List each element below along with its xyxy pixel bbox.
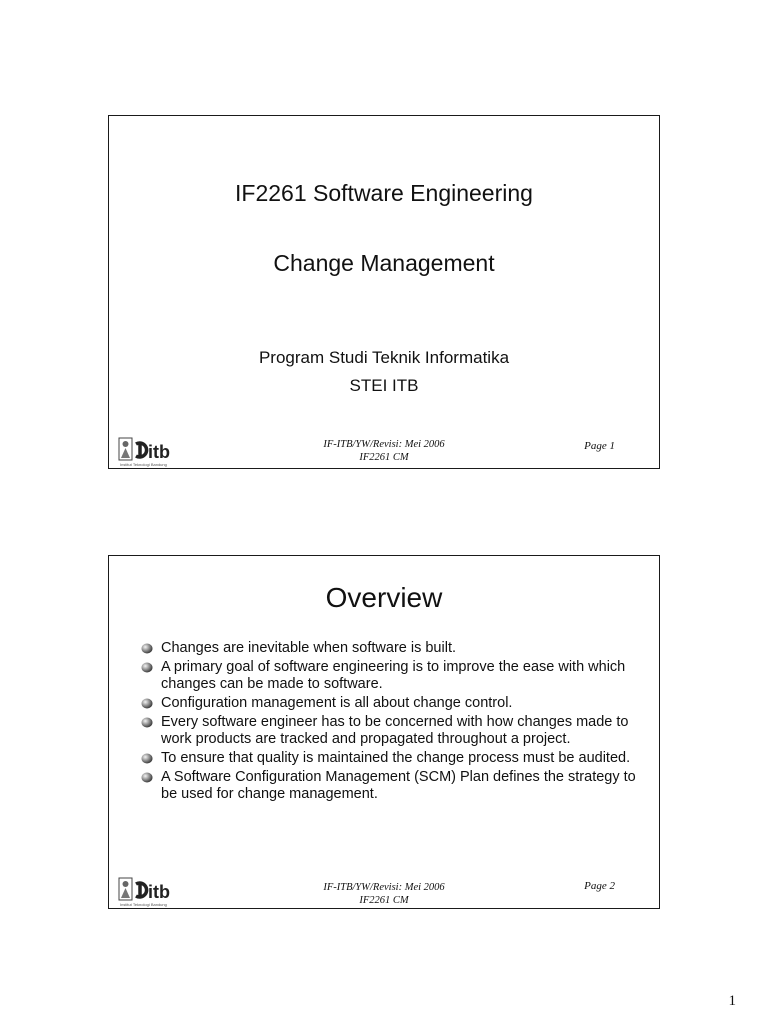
logo-caption: Institut Teknologi Bandung [120, 462, 167, 467]
sphere-bullet-icon [141, 698, 153, 709]
footer-course-code: IF2261 CM [359, 895, 409, 906]
logo-caption: Institut Teknologi Bandung [120, 902, 167, 907]
slide-footer [109, 438, 659, 464]
footer-revision: IF-ITB/YW/Revisi: Mei 2006 [323, 439, 445, 450]
bullet-list [141, 640, 641, 805]
sphere-bullet-icon [141, 643, 153, 654]
list-item [141, 659, 641, 693]
slide-title: IF2261 Software Engineering [235, 180, 533, 206]
document-page-number: 1 [728, 993, 736, 1009]
bullet-text: Changes are inevitable when software is built. [161, 640, 456, 656]
list-item [141, 640, 641, 657]
logo-text: itb [148, 882, 170, 902]
footer-course-code: IF2261 CM [359, 452, 409, 463]
slide-title: Overview [325, 582, 443, 613]
footer-revision: IF-ITB/YW/Revisi: Mei 2006 [323, 882, 445, 893]
sphere-bullet-icon [141, 772, 153, 783]
school-name: STEI ITB [349, 376, 419, 395]
list-item [141, 769, 641, 803]
slide-1 [108, 115, 660, 469]
bullet-text: Configuration management is all about change control. [161, 695, 513, 711]
sphere-bullet-icon [141, 717, 153, 728]
logo-text: itb [148, 442, 170, 462]
sphere-bullet-icon [141, 662, 153, 673]
slide-footer [109, 881, 659, 907]
program-name: Program Studi Teknik Informatika [258, 348, 510, 367]
list-item [141, 750, 641, 767]
bullet-text: A Software Configuration Management (SCM) Plan defines the strategy to be used for change management. [161, 769, 636, 802]
bullet-text: Every software engineer has to be concerned with how changes made to work products are tracked and propagated throughout a project. [161, 714, 629, 747]
slide-2 [108, 555, 660, 909]
slide-page-label: Page 2 [584, 880, 615, 892]
slide-subtitle: Change Management [273, 250, 495, 276]
bullet-text: To ensure that quality is maintained the change process must be audited. [161, 750, 631, 766]
bullet-text: A primary goal of software engineering is to improve the ease with which changes can be made to software. [161, 659, 626, 692]
slide-page-label: Page 1 [584, 440, 615, 452]
list-item [141, 695, 641, 712]
sphere-bullet-icon [141, 753, 153, 764]
list-item [141, 714, 641, 748]
